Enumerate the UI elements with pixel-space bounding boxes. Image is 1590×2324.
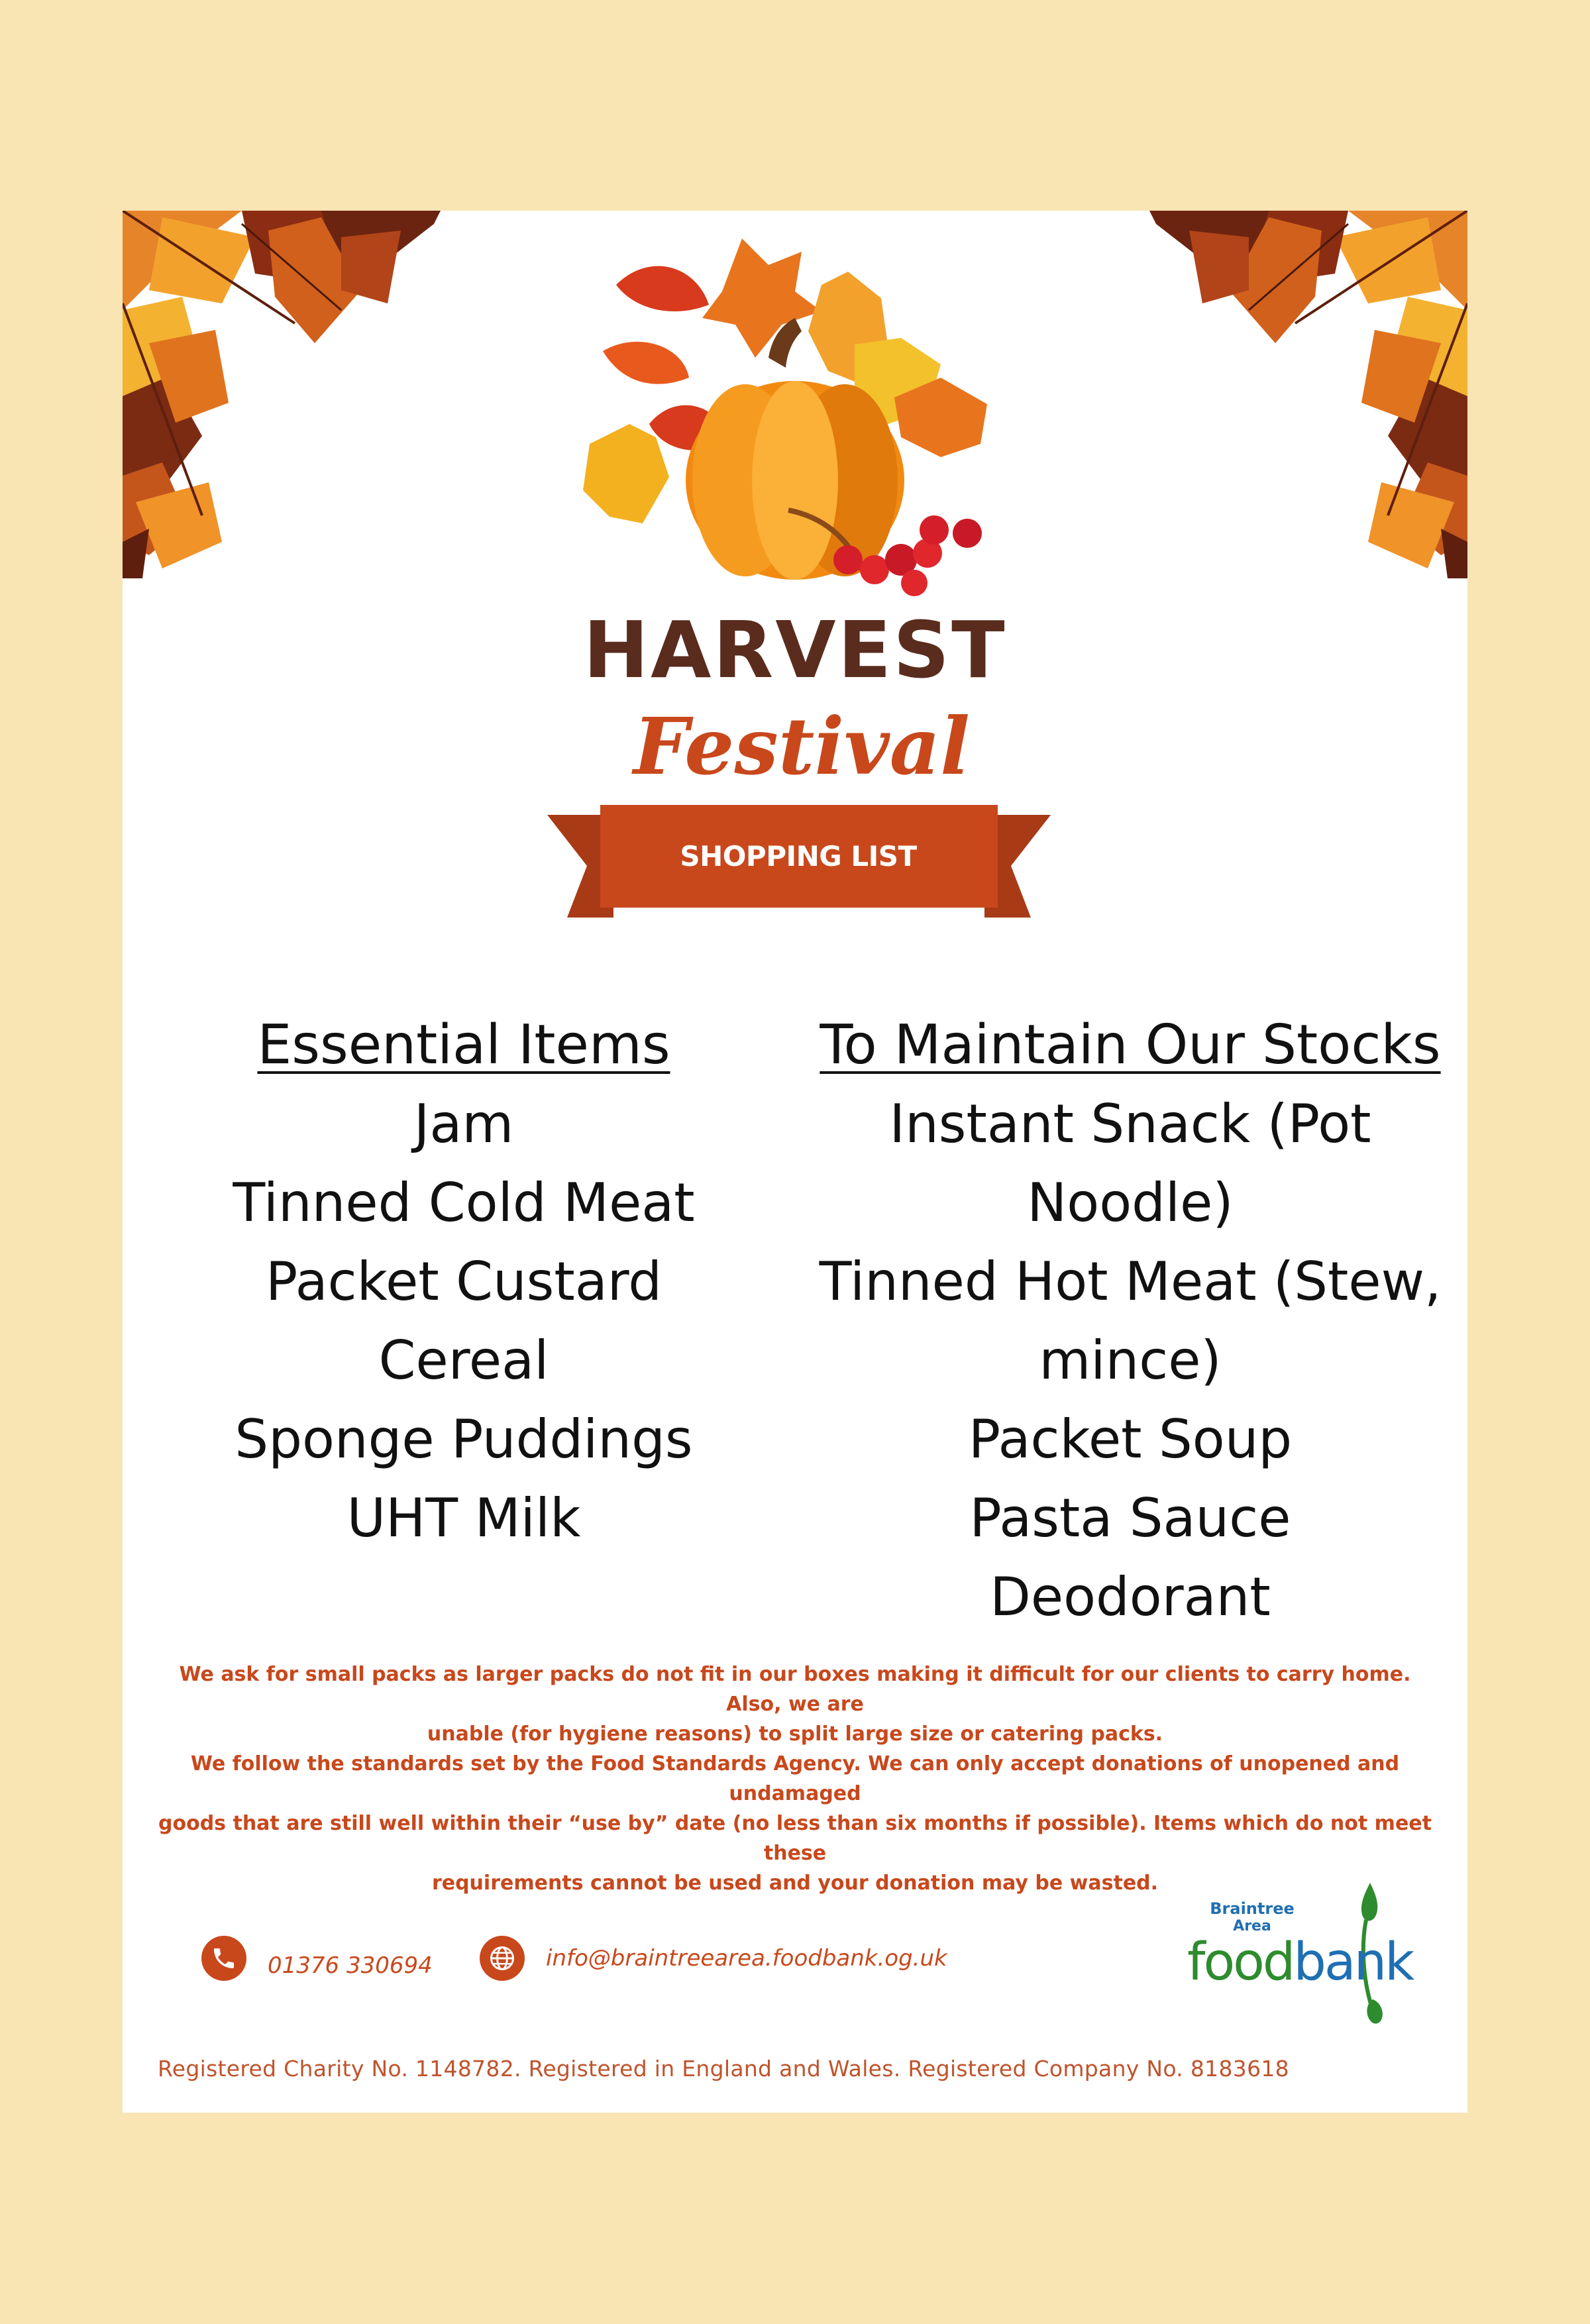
- logo-leaf-bottom: [1367, 1999, 1382, 2024]
- maintain-stocks-heading: To Maintain Our Stocks: [820, 1014, 1441, 1077]
- email-contact[interactable]: [480, 1936, 947, 1981]
- registration-footer: Registered Charity No. 1148782. Registered in England and Wales. Registered Company No. 8183618: [158, 2056, 1289, 2082]
- list-item: Packet Soup: [968, 1408, 1293, 1470]
- phone-contact[interactable]: [201, 1936, 433, 1981]
- email-address[interactable]: info@braintreearea.foodbank.og.uk: [546, 1945, 947, 1972]
- autumn-leaves-corner-left: [123, 211, 454, 578]
- phone-number[interactable]: 01376 330694: [268, 1952, 433, 1979]
- list-item: Jam: [413, 1093, 514, 1155]
- list-item: Tinned Hot Meat (Stew,: [819, 1251, 1442, 1312]
- logo-text-bank: bank: [1293, 1932, 1413, 1992]
- list-item: Noodle): [1027, 1172, 1234, 1234]
- list-item: Pasta Sauce: [969, 1487, 1291, 1549]
- list-item: Sponge Puddings: [235, 1408, 693, 1470]
- essential-items-heading: Essential Items: [257, 1014, 670, 1077]
- svg-text:foodbank: [1187, 1932, 1414, 1992]
- notice-line: goods that are still well within their “use by” date (no less than six months if possible). Items which do not meet these: [158, 1812, 1432, 1865]
- globe-icon: [480, 1936, 525, 1981]
- logo-text-food: food: [1187, 1932, 1294, 1992]
- notice-line: We ask for small packs as larger packs do not fit in our boxes making it difficult for our clients to carry home. Also, we are: [179, 1663, 1411, 1716]
- pumpkin-leaves-illustration: [570, 225, 1020, 603]
- list-item: mince): [1039, 1330, 1222, 1391]
- title-harvest: HARVEST: [583, 604, 1007, 696]
- shopping-list-label: SHOPPING LIST: [680, 840, 917, 872]
- notice-line: We follow the standards set by the Food Standards Agency. We can only accept donations of unopened and undamaged: [190, 1752, 1400, 1805]
- logo-leaf-top: [1361, 1883, 1377, 1921]
- maintain-stocks-column: [799, 1006, 1461, 1636]
- foodbank-logo: [1186, 1880, 1438, 2027]
- list-item: Packet Custard: [265, 1251, 662, 1312]
- essential-items-column: [199, 1006, 729, 1558]
- logo-text-area: Area: [1233, 1918, 1271, 1934]
- autumn-leaves-corner-right: [1141, 211, 1467, 578]
- subtitle-festival: Festival: [633, 700, 970, 792]
- phone-icon: [201, 1936, 246, 1981]
- notice-line: requirements cannot be used and your donation may be wasted.: [431, 1872, 1159, 1895]
- list-item: Tinned Cold Meat: [233, 1172, 695, 1234]
- list-item: Cereal: [378, 1330, 549, 1391]
- list-item: UHT Milk: [346, 1487, 581, 1549]
- small-packs-notice: [152, 1660, 1438, 1749]
- food-standards-notice: [152, 1749, 1438, 1898]
- list-item: Instant Snack (Pot: [889, 1093, 1371, 1155]
- list-item: Deodorant: [990, 1566, 1271, 1628]
- notice-line: unable (for hygiene reasons) to split large size or catering packs.: [427, 1722, 1163, 1746]
- logo-text-braintree: Braintree: [1210, 1899, 1295, 1918]
